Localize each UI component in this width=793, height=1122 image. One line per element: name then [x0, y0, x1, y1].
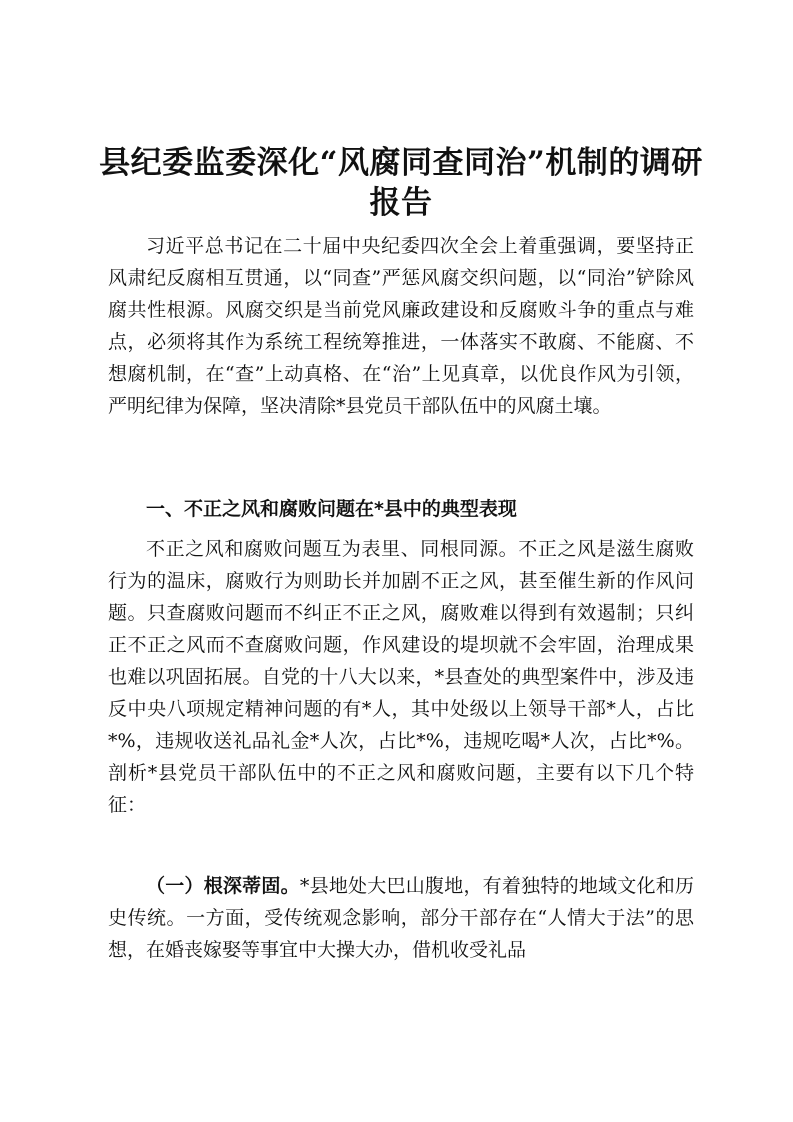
- subsection-text: *县地处大巴山腹地，有着独特的地域文化和历史传统。一方面，受传统观念影响，部分干部存在“人情大于法”的思想，在婚丧嫁娶等事宜中大操大办，借机收受礼品: [108, 875, 694, 961]
- intro-paragraph: 习近平总书记在二十届中央纪委四次全会上着重强调，要坚持正风肃纪反腐相互贯通，以“同查”严惩风腐交织问题，以“同治”铲除风腐共性根源。风腐交织是当前党风廉政建设和反腐败斗争的重点与难点，必须将其作为系统工程统筹推进，一体落实不敢腐、不能腐、不想腐机制，在“查”上动真格、在“治”上见真章，以优良作风为引领，严明纪律为保障，坚决清除*县党员干部队伍中的风腐土壤。: [108, 235, 694, 417]
- body-paragraph: 不正之风和腐败问题互为表里、同根同源。不正之风是滋生腐败行为的温床，腐败行为则助长并加剧不正之风，甚至催生新的作风问题。只查腐败问题而不纠正不正之风，腐败难以得到有效遏制；只纠正不正之风而不查腐败问题，作风建设的堤坝就不会牢固，治理成果也难以巩固拓展。自党的十八大以来，*县查处的典型案件中，涉及违反中央八项规定精神问题的有*人，其中处级以上领导干部*人，占比*%，违规收送礼品礼金*人次，占比*%，违规吃喝*人次，占比*%。剖析*县党员干部队伍中的不正之风和腐败问题，主要有以下几个特征：: [108, 538, 694, 816]
- body-paragraph-subsection: [108, 870, 694, 966]
- section-heading: 一、不正之风和腐败问题在*县中的典型表现: [146, 498, 517, 520]
- subsection-heading: （一）根深蒂固。: [146, 875, 300, 897]
- document-title: 县纪委监委深化“风腐同查同治”机制的调研报告: [99, 145, 703, 221]
